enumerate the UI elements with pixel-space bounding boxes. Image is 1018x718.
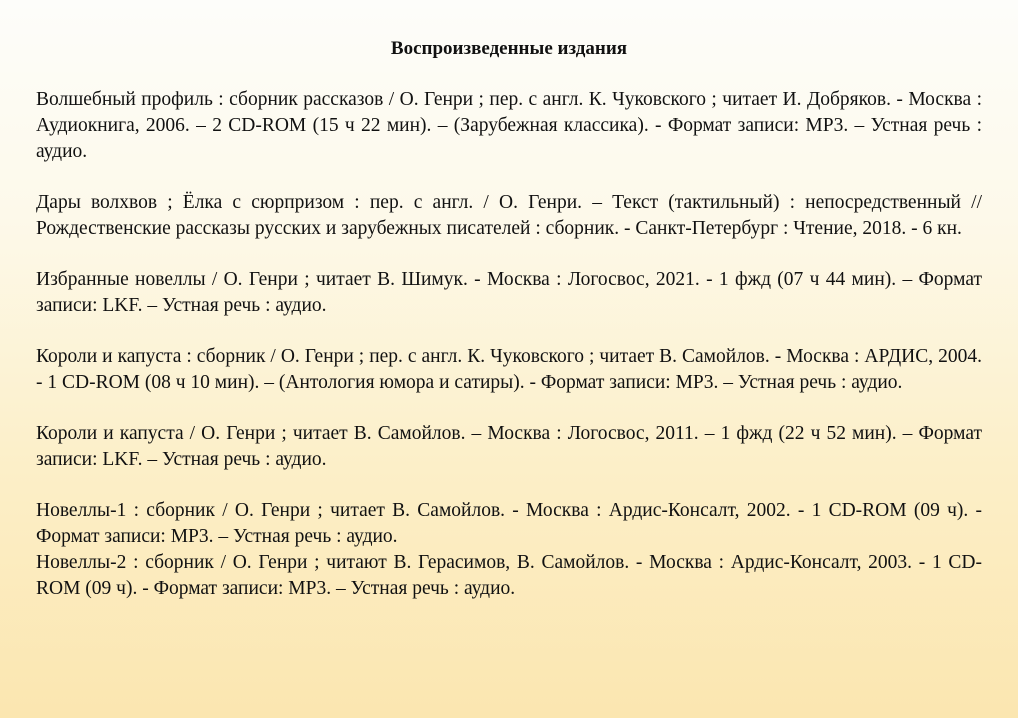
bibliography-entry: Дары волхвов ; Ёлка с сюрпризом : пер. с англ. / О. Генри. – Текст (тактильный) : непосредственный // Рождественские рассказы русских и зарубежных писателей : сборник. - Санкт-Петербург : Чтение, 2018. - 6 кн. <box>36 192 982 239</box>
bibliography-entry: Короли и капуста : сборник / О. Генри ; пер. с англ. К. Чуковского ; читает В. Самойлов. - Москва : АРДИС, 2004. - 1 CD-ROM (08 ч 10 мин). – (Антология юмора и сатиры). - Формат записи: МР3. – Устная речь : аудио. <box>36 346 982 393</box>
page-title: Воспроизведенные издания <box>390 38 628 59</box>
bibliography-entry: Новеллы-2 : сборник / О. Генри ; читают В. Герасимов, В. Самойлов. - Москва : Ардис-Консалт, 2003. - 1 CD-ROM (09 ч). - Формат записи: МР3. – Устная речь : аудио. <box>36 552 982 599</box>
bibliography-entry: Избранные новеллы / О. Генри ; читает В. Шимук. - Москва : Логосвос, 2021. - 1 фжд (07 ч 44 мин). – Формат записи: LKF. – Устная речь : аудио. <box>36 269 982 316</box>
bibliography-entry: Короли и капуста / О. Генри ; читает В. Самойлов. – Москва : Логосвос, 2011. – 1 фжд (22 ч 52 мин). – Формат записи: LKF. – Устная речь : аудио. <box>36 423 982 470</box>
bibliography-entry: Волшебный профиль : сборник рассказов / О. Генри ; пер. с англ. К. Чуковского ; читает И. Добряков. - Москва : Аудиокнига, 2006. – 2 CD-ROM (15 ч 22 мин). – (Зарубежная классика). - Формат записи: МР3. – Устная речь : аудио. <box>36 89 982 162</box>
bibliography-entry: Новеллы-1 : сборник / О. Генри ; читает В. Самойлов. - Москва : Ардис-Консалт, 2002. - 1 CD-ROM (09 ч). - Формат записи: МР3. – Устная речь : аудио. <box>36 500 982 547</box>
bibliography-list <box>36 87 982 602</box>
